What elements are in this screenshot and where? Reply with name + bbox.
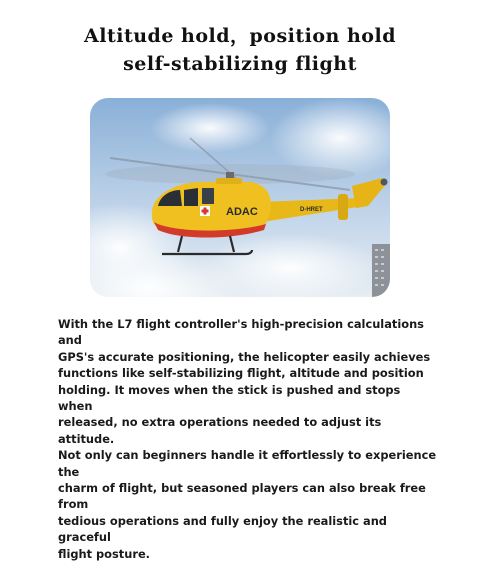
helicopter-photo xyxy=(90,98,390,297)
page-title xyxy=(0,22,480,78)
building xyxy=(372,244,390,297)
helicopter-illustration xyxy=(90,98,390,297)
description-line: charm of flight, but seasoned players can also break free from xyxy=(58,481,426,512)
title-line-1: Altitude hold，position hold xyxy=(84,25,396,47)
description-paragraph xyxy=(58,316,438,562)
description-line: functions like self-stabilizing flight, altitude and position xyxy=(58,366,424,381)
description-line: tedious operations and fully enjoy the realistic and graceful xyxy=(58,513,387,545)
description-line: released, no extra operations needed to adjust its attitude. xyxy=(58,415,382,446)
description-line: GPS's accurate positioning, the helicopter easily achieves xyxy=(58,349,431,364)
description-line: Not only can beginners handle it effortlessly to experience the xyxy=(58,448,437,479)
fuselage-lettering: ADAC xyxy=(226,206,258,218)
description-line: With the L7 flight controller's high-precision calculations and xyxy=(58,317,424,348)
title-line-2: self-stabilizing flight xyxy=(123,53,357,75)
description-line: flight posture. xyxy=(58,546,151,561)
description-line: holding. It moves when the stick is pushed and stops when xyxy=(58,382,401,414)
registration-lettering: D-HRET xyxy=(300,207,323,213)
